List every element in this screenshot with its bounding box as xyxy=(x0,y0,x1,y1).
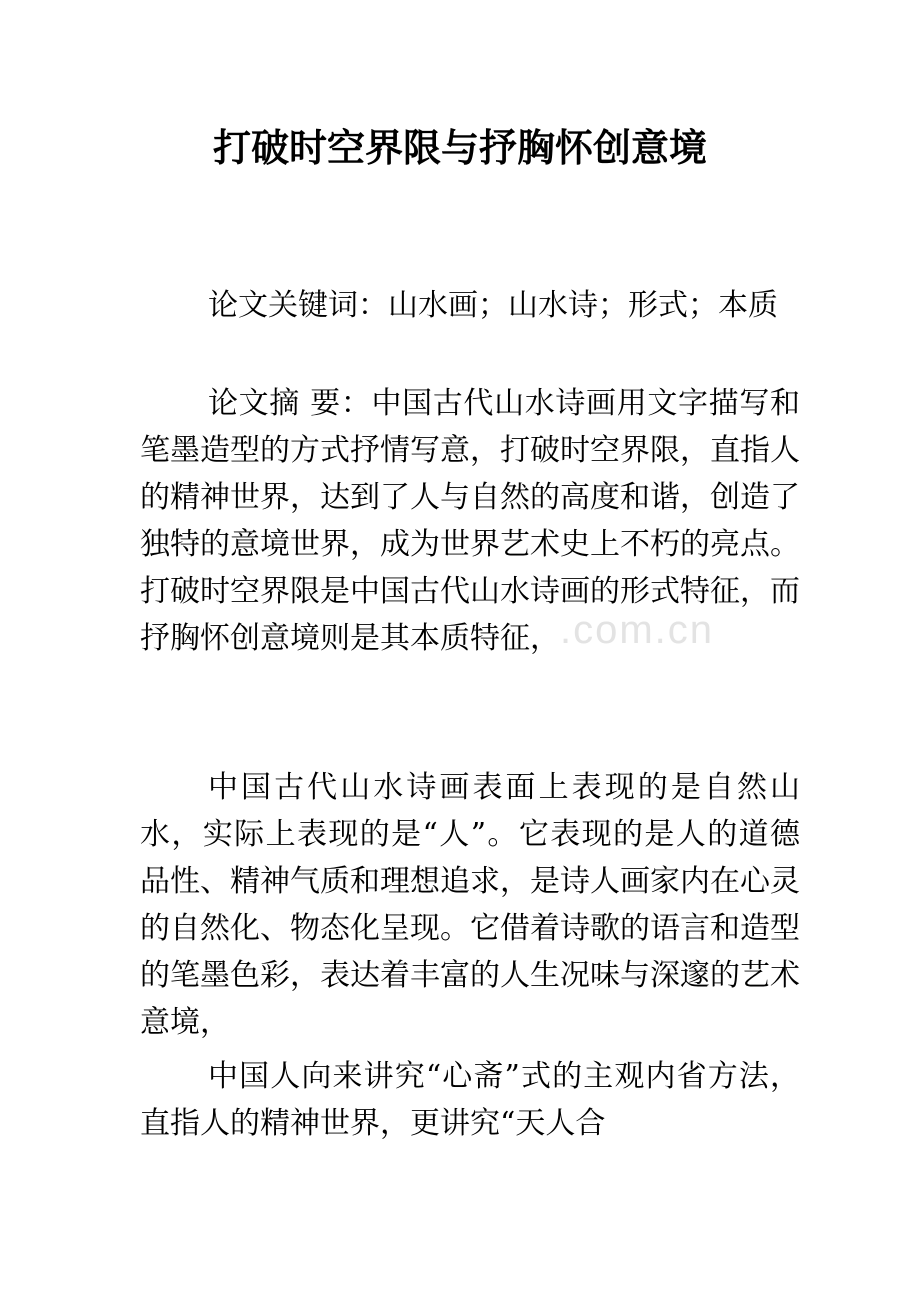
document-title: 打破时空界限与抒胸怀创意境 xyxy=(212,125,707,170)
watermark: .com.cn xyxy=(560,608,715,652)
abstract-paragraph: 论文摘 要：中国古代山水诗画用文字描写和笔墨造型的方式抒情写意，打破时空界限，直指人的精神世界，达到了人与自然的高度和谐，创造了独特的意境世界，成为世界艺术史上不朽的亮点。打破时空界限是中国古代山水诗画的形式特征，而抒胸怀创意境则是其本质特征， xyxy=(140,386,800,656)
keywords-paragraph: 论文关键词：山水画；山水诗；形式；本质 xyxy=(208,288,778,323)
body-paragraph-1: 中国古代山水诗画表面上表现的是自然山水，实际上表现的是“人”。它表现的是人的道德品性、精神气质和理想追求，是诗人画家内在心灵的自然化、物态化呈现。它借着诗歌的语言和造型的笔墨色彩，表达着丰富的人生况味与深邃的艺术意境， xyxy=(140,770,800,1040)
body-paragraph-2: 中国人向来讲究“心斋”式的主观内省方法，直指人的精神世界，更讲究“天人合 xyxy=(140,1059,800,1141)
